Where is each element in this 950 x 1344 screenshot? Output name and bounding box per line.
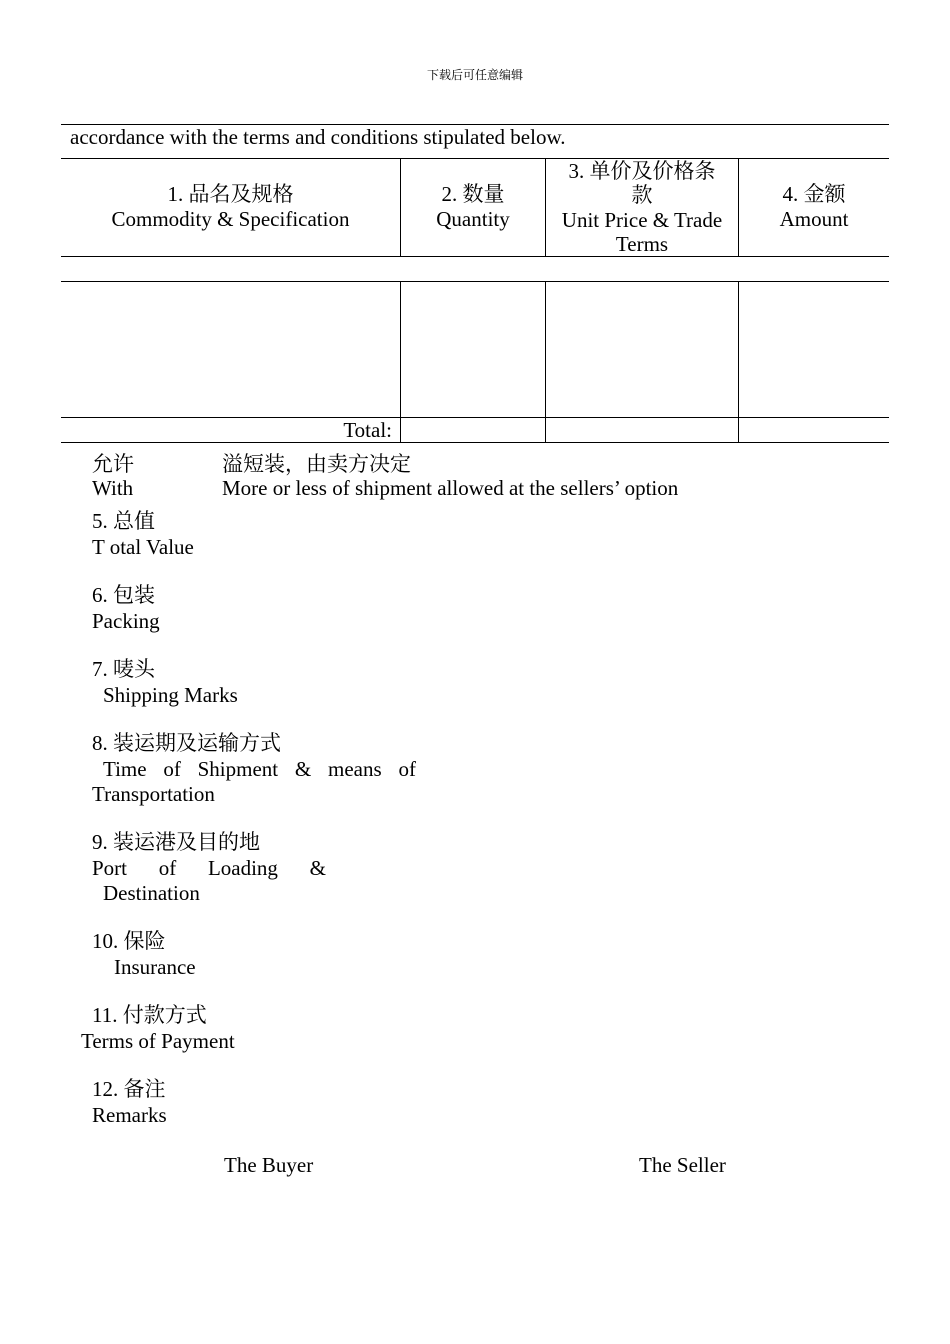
section-8-word: Shipment	[197, 756, 279, 781]
section-6-en: Packing	[92, 608, 160, 633]
section-11-en: Terms of Payment	[81, 1028, 235, 1053]
section-shipping-marks	[92, 657, 238, 708]
section-5-cn: 5. 总值	[92, 509, 155, 533]
section-12-en: Remarks	[92, 1102, 167, 1127]
section-port-of-loading	[92, 830, 326, 907]
section-8-word: &	[294, 756, 312, 781]
header-quantity-cn: 2. 数量	[441, 182, 505, 206]
header-quantity-en: Quantity	[436, 207, 510, 231]
header-unit-price-cn2: 款	[631, 183, 653, 208]
section-5-en: T otal Value	[92, 534, 194, 559]
section-6-cn: 6. 包装	[92, 583, 155, 607]
section-8-en-line	[92, 757, 416, 783]
section-total-value	[92, 509, 194, 560]
section-packing	[92, 583, 160, 634]
section-8-word: Time	[103, 756, 147, 781]
section-terms-of-payment	[81, 1003, 235, 1054]
col-divider-3-body	[738, 281, 739, 443]
section-12-cn: 12. 备注	[92, 1077, 166, 1101]
header-commodity	[61, 182, 400, 232]
header-quantity	[401, 182, 545, 232]
allowance-en-right: More or less of shipment allowed at the sellers’ option	[222, 476, 679, 500]
section-9-word: Loading	[207, 855, 278, 880]
section-insurance	[92, 929, 196, 980]
section-10-en: Insurance	[114, 954, 196, 979]
allowance-cn-left: 允许	[92, 452, 134, 476]
section-8-word: of	[398, 756, 416, 781]
intro-text: accordance with the terms and conditions stipulated below.	[70, 125, 566, 149]
header-note: 下载后可任意编辑	[426, 68, 523, 82]
col-divider-1-body	[400, 281, 401, 443]
header-amount-en: Amount	[779, 207, 849, 231]
section-9-word: &	[309, 855, 326, 880]
section-9-en2: Destination	[103, 881, 200, 905]
total-label: Total:	[343, 418, 392, 442]
header-amount-cn: 4. 金额	[782, 182, 846, 206]
section-9-cn: 9. 装运港及目的地	[92, 830, 260, 854]
section-7-cn: 7. 唛头	[92, 657, 155, 681]
col-divider-2-body	[545, 281, 546, 443]
section-9-word: of	[158, 855, 177, 880]
header-bottom-border	[61, 256, 889, 257]
buyer-signature-label: The Buyer	[224, 1153, 314, 1177]
section-9-word: Port	[92, 855, 128, 880]
header-commodity-cn: 1. 品名及规格	[167, 182, 294, 206]
section-9-en-line	[92, 856, 326, 882]
section-7-en: Shipping Marks	[103, 682, 238, 707]
header-commodity-en: Commodity & Specification	[111, 207, 350, 231]
section-8-cn: 8. 装运期及运输方式	[92, 731, 281, 755]
section-11-cn: 11. 付款方式	[92, 1003, 207, 1027]
section-remarks	[92, 1077, 167, 1128]
header-amount	[739, 182, 889, 232]
header-unit-price	[546, 159, 738, 256]
header-unit-price-en2: Terms	[615, 231, 669, 256]
allowance-en-left: With	[92, 476, 134, 500]
section-8-word: means	[328, 756, 382, 781]
section-time-of-shipment	[92, 731, 416, 808]
table-top-border	[61, 158, 889, 159]
allowance-cn-right: 溢短装，由卖方决定	[222, 452, 411, 476]
body-top-border	[61, 281, 889, 282]
seller-signature-label: The Seller	[639, 1153, 726, 1177]
section-8-word: of	[163, 756, 181, 781]
section-10-cn: 10. 保险	[92, 929, 166, 953]
section-8-en2: Transportation	[92, 782, 215, 806]
header-unit-price-en: Unit Price & Trade	[561, 207, 723, 232]
header-unit-price-cn: 3. 单价及价格条	[568, 159, 716, 183]
